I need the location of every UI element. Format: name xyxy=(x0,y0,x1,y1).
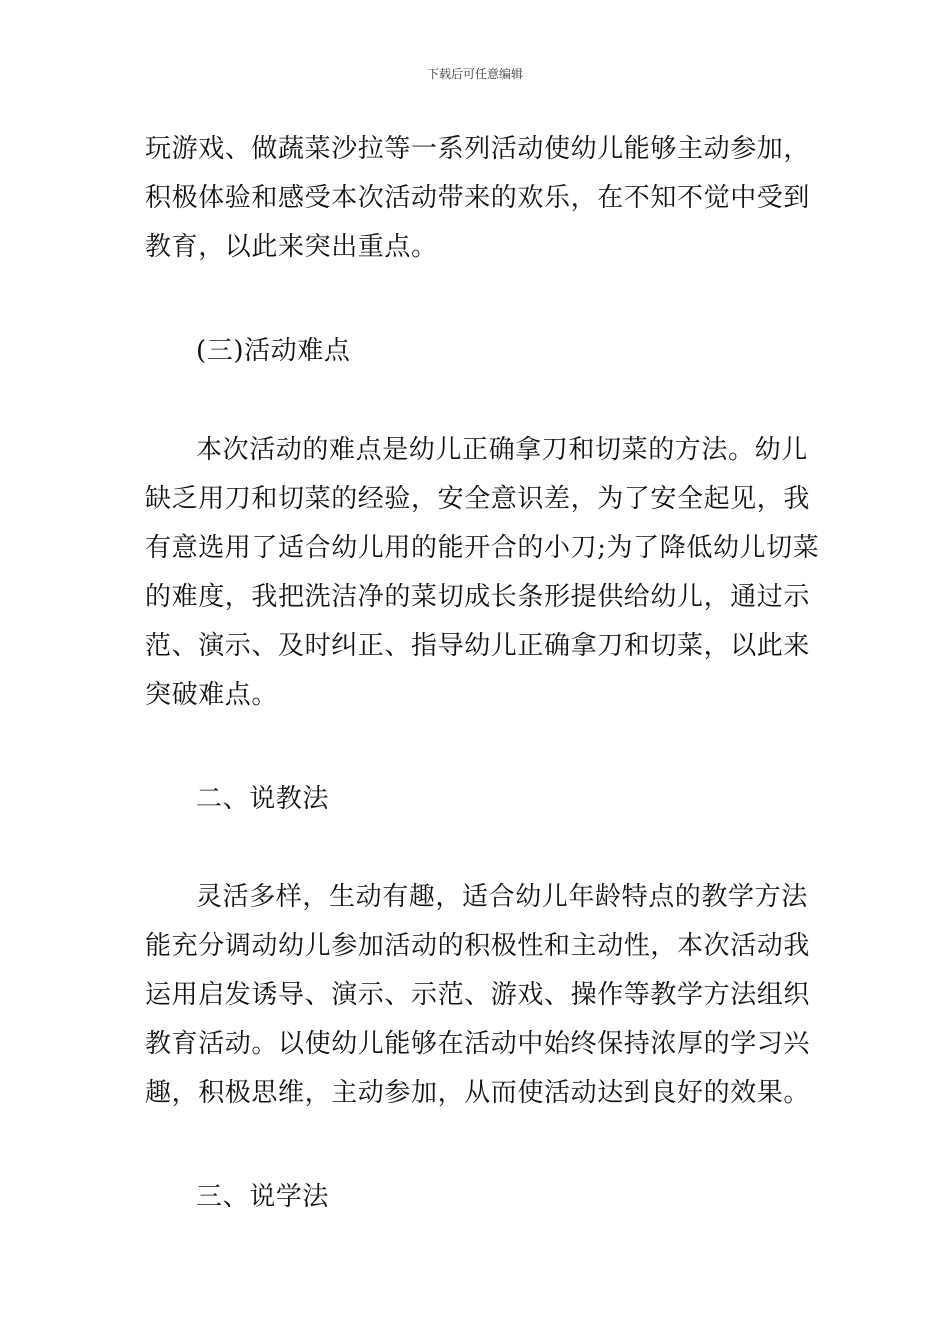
paragraph-line: 缺乏用刀和切菜的经验，安全意识差，为了安全起见，我 xyxy=(145,484,811,514)
paragraph-line: 运用启发诱导、演示、示范、游戏、操作等教学方法组织 xyxy=(145,980,811,1010)
paragraph-line: 积极体验和感受本次活动带来的欢乐，在不知不觉中受到 xyxy=(145,183,811,213)
paragraph-line: 有意选用了适合幼儿用的能开合的小刀;为了降低幼儿切菜 xyxy=(145,533,820,563)
section-heading-teaching-method: 二、说教法 xyxy=(196,784,330,814)
section-heading-difficulty: (三)活动难点 xyxy=(196,336,351,366)
paragraph-line: 范、演示、及时纠正、指导幼儿正确拿刀和切菜，以此来 xyxy=(145,631,811,661)
paragraph-line: 本次活动的难点是幼儿正确拿刀和切菜的方法。幼儿 xyxy=(196,435,808,465)
paragraph-line: 玩游戏、做蔬菜沙拉等一系列活动使幼儿能够主动参加， xyxy=(145,134,811,164)
paragraph-line: 的难度，我把洗洁净的菜切成长条形提供给幼儿，通过示 xyxy=(145,582,811,612)
paragraph-line: 趣，积极思维，主动参加，从而使活动达到良好的效果。 xyxy=(145,1078,811,1108)
paragraph-line: 教育，以此来突出重点。 xyxy=(145,232,438,262)
paragraph-line: 突破难点。 xyxy=(145,680,279,710)
paragraph-line: 教育活动。以使幼儿能够在活动中始终保持浓厚的学习兴 xyxy=(145,1029,811,1059)
paragraph-line: 灵活多样，生动有趣，适合幼儿年龄特点的教学方法 xyxy=(196,882,808,912)
paragraph-line: 能充分调动幼儿参加活动的积极性和主动性，本次活动我 xyxy=(145,931,811,961)
section-heading-learning-method: 三、说学法 xyxy=(196,1182,330,1212)
header-note: 下载后可任意编辑 xyxy=(426,67,523,81)
